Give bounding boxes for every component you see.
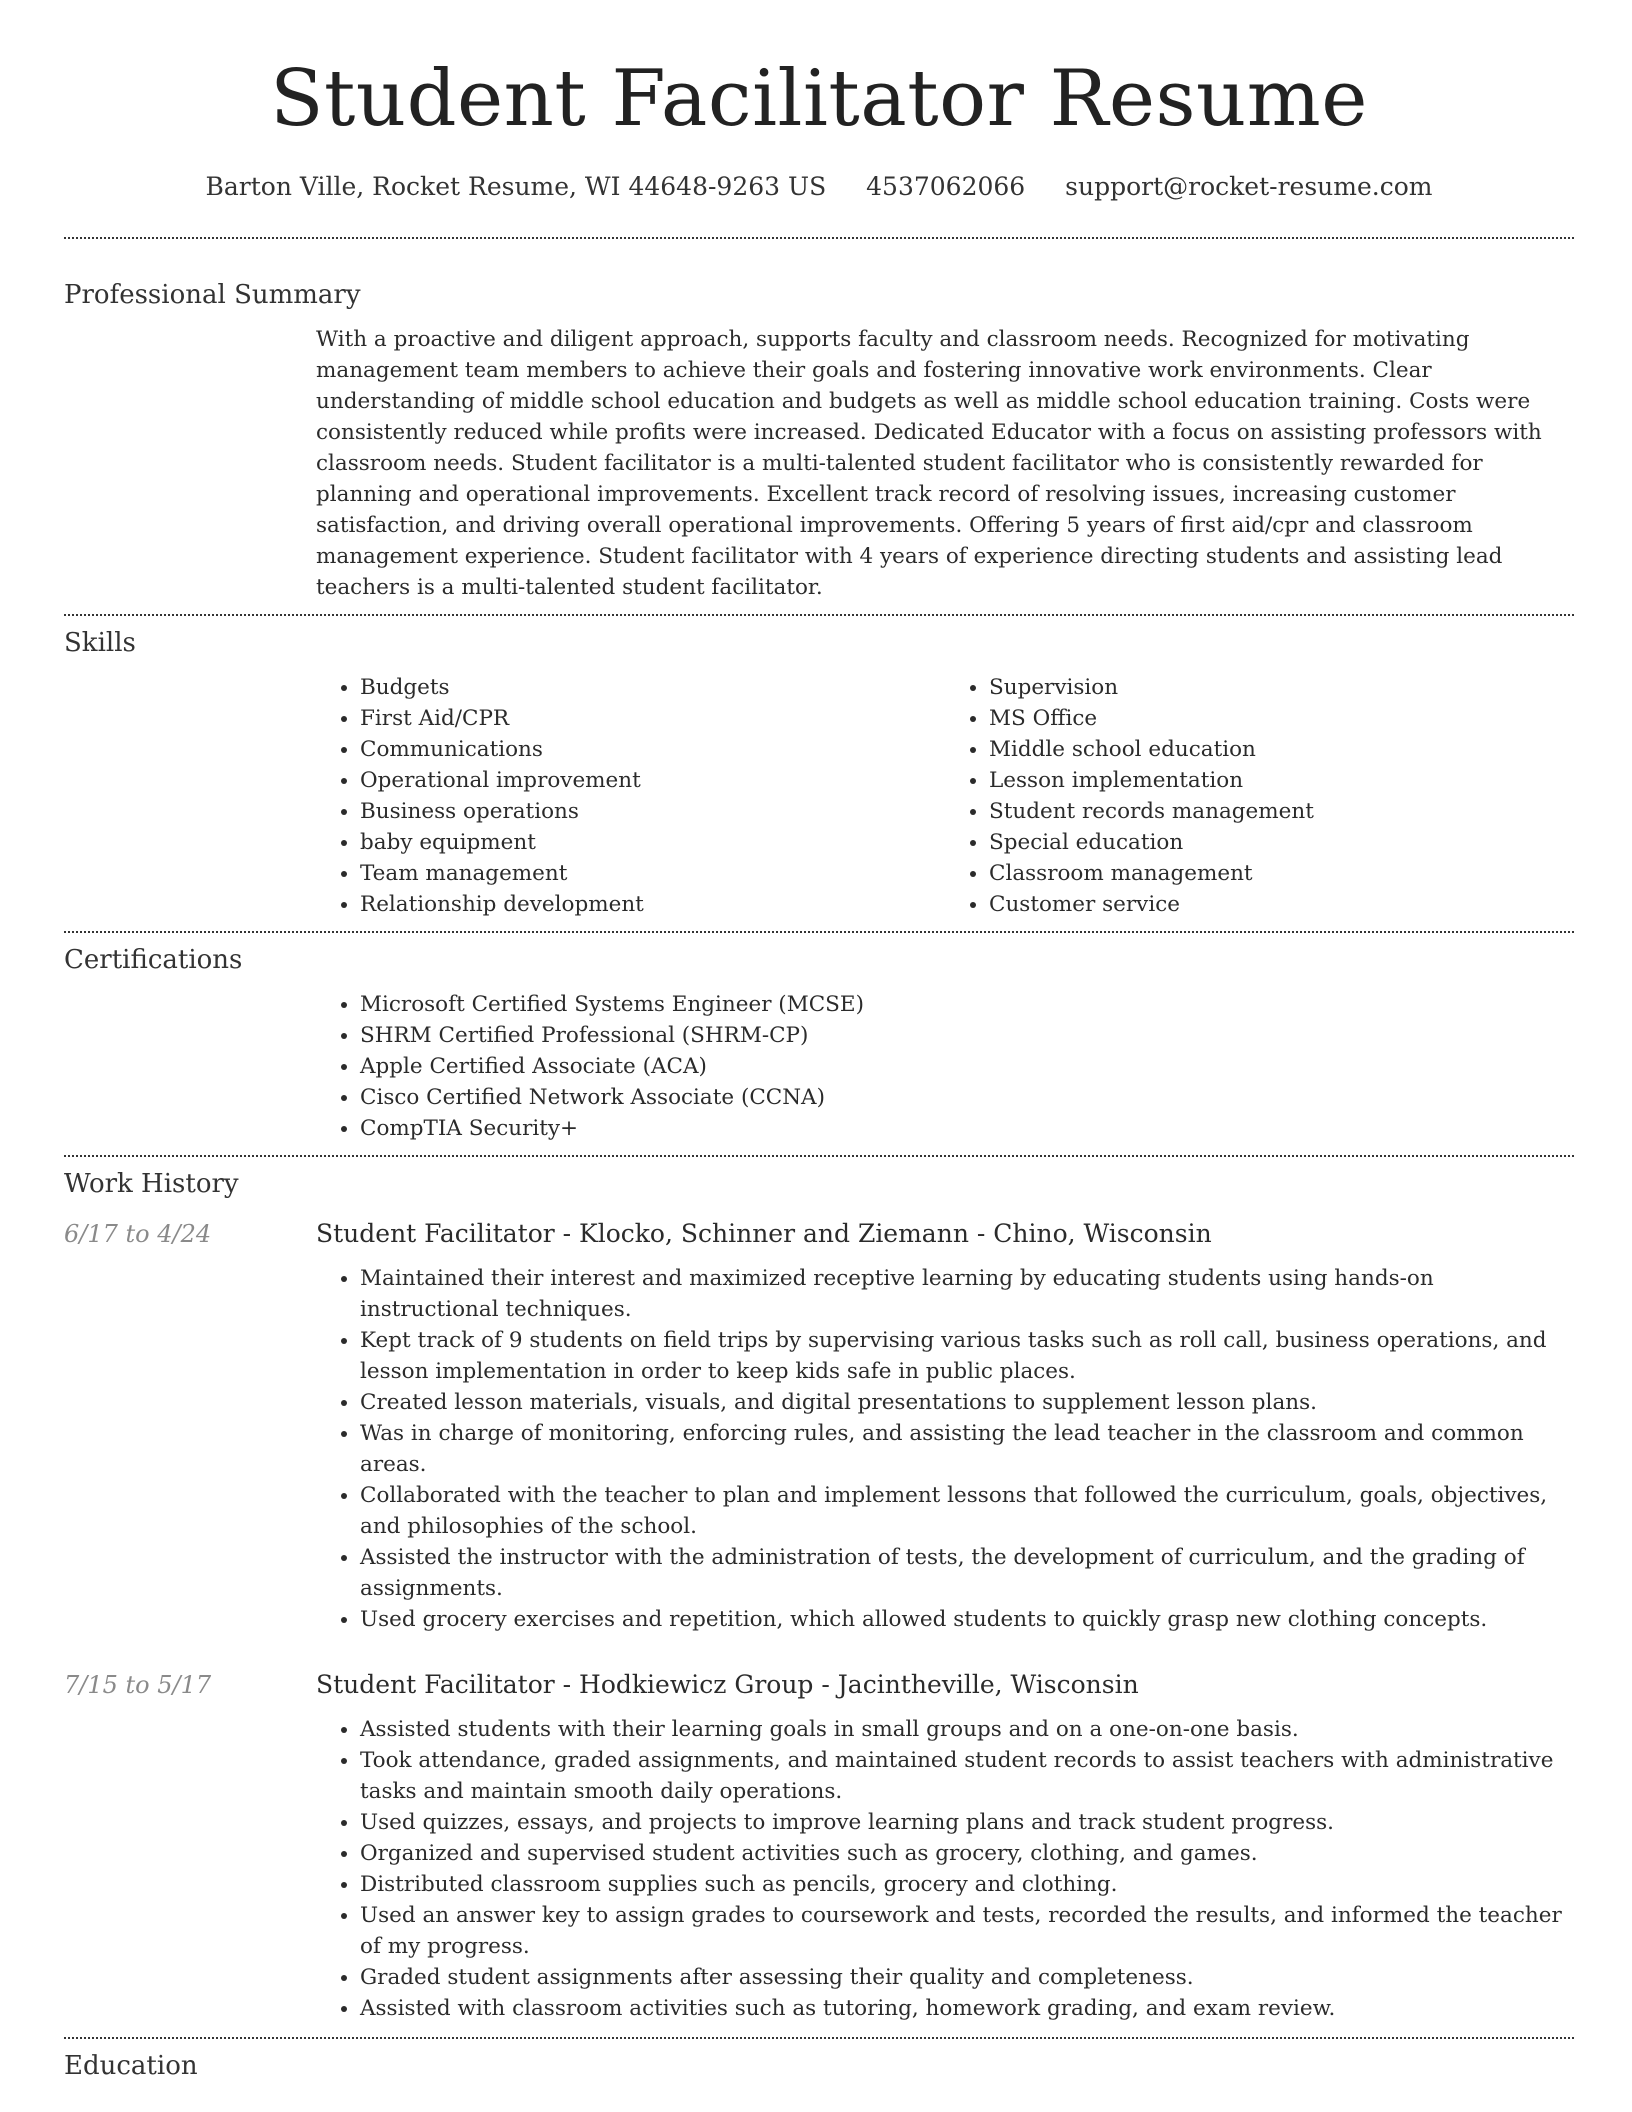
job-bullet: • Created lesson materials, visuals, and digital presentations to supplement lesson plans. [360,1387,1574,1418]
job-dates: 6/17 to 4/24 [64,1220,212,1248]
job-bullet: • Used an answer key to assign grades to coursework and tests, recorded the results, and informed the teacher of my progress. [360,1900,1574,1962]
skill-item: • First Aid/CPR [360,703,945,734]
certification-item: • Microsoft Certified Systems Engineer (MCSE) [360,989,1574,1020]
contact-line [64,172,1574,201]
certification-item: • Cisco Certified Network Associate (CCNA) [360,1082,1574,1113]
divider [64,1155,1574,1157]
certifications-content [316,989,1574,1144]
job-bullets [316,1714,1574,2024]
divider [64,237,1574,239]
certifications-list [316,989,1574,1144]
skill-item: • Special education [989,827,1574,858]
education-section [64,2051,1574,2081]
skills-list-left [316,672,945,920]
skill-item: • Customer service [989,889,1574,920]
skills-list-right [945,672,1574,920]
job-bullet: • Used grocery exercises and repetition, which allowed students to quickly grasp new clothing concepts. [360,1604,1574,1635]
job-bullet: • Collaborated with the teacher to plan and implement lessons that followed the curriculum, goals, objectives, and philosophies of the school. [360,1480,1574,1542]
contact-phone: 4537062066 [866,172,1026,201]
skill-item: • Classroom management [989,858,1574,889]
job-title: Student Facilitator - Hodkiewicz Group - Jacintheville, Wisconsin [316,1670,1139,1699]
job-bullets [316,1263,1574,1635]
job-header [64,1670,1574,1699]
job-bullet: • Took attendance, graded assignments, and maintained student records to assist teachers with administrative tasks and maintain smooth daily operations. [360,1745,1574,1807]
skill-item: • MS Office [989,703,1574,734]
job-bullet: • Kept track of 9 students on field trips by supervising various tasks such as roll call, business operations, and lesson implementation in order to keep kids safe in public places. [360,1325,1574,1387]
job-bullet: • Assisted students with their learning goals in small groups and on a one-on-one basis. [360,1714,1574,1745]
work-history-heading: Work History [64,1169,239,1199]
contact-email: support@rocket-resume.com [1065,172,1433,201]
job-bullet: • Was in charge of monitoring, enforcing rules, and assisting the lead teacher in the classroom and common areas. [360,1418,1574,1480]
summary-section [64,280,1574,603]
work-history-section [64,1169,1574,2024]
job-bullet: • Distributed classroom supplies such as pencils, grocery and clothing. [360,1869,1574,1900]
job-details [316,1714,1574,2024]
job-bullet: • Organized and supervised student activities such as grocery, clothing, and games. [360,1838,1574,1869]
resume-title: Student Facilitator Resume [270,54,1368,144]
skill-item: • Business operations [360,796,945,827]
skill-item: • Middle school education [989,734,1574,765]
certification-item: • SHRM Certified Professional (SHRM-CP) [360,1020,1574,1051]
skill-item: • Lesson implementation [989,765,1574,796]
certifications-section [64,945,1574,1144]
skill-item: • Team management [360,858,945,889]
certification-item: • Apple Certified Associate (ACA) [360,1051,1574,1082]
divider [64,2037,1574,2039]
skill-item: • Student records management [989,796,1574,827]
job-bullet: • Assisted the instructor with the administration of tests, the development of curriculum, and the grading of assignments. [360,1542,1574,1604]
job-entry [64,1219,1574,1635]
skill-item: • Communications [360,734,945,765]
job-details [316,1263,1574,1635]
job-bullet: • Graded student assignments after assessing their quality and completeness. [360,1962,1574,1993]
job-dates: 7/15 to 5/17 [64,1671,212,1699]
job-entry [64,1670,1574,2024]
job-bullet: • Assisted with classroom activities such as tutoring, homework grading, and exam review. [360,1993,1574,2024]
skills-columns [316,672,1574,920]
education-heading: Education [64,2051,198,2081]
job-bullet: • Maintained their interest and maximized receptive learning by educating students using hands-on instructional techniques. [360,1263,1574,1325]
skills-section [64,628,1574,920]
summary-text: With a proactive and diligent approach, supports faculty and classroom needs. Recognized for motivating management team members to achieve their goals and fostering innovative work environments. Clear understanding of middle school education and budgets as well as middle school education training. Costs were consistently reduced while profits were increased. Dedicated Educator with a focus on assisting professors with classroom needs. Student facilitator is a multi-talented student facilitator who is consistently rewarded for planning and operational improvements. Excellent track record of resolving issues, increasing customer satisfaction, and driving overall operational improvements. Offering 5 years of first aid/cpr and classroom management experience. Student facilitator with 4 years of experience directing students and assisting lead teachers is a multi-talented student facilitator. [316,327,1542,600]
skill-item: • Budgets [360,672,945,703]
summary-heading: Professional Summary [64,280,361,310]
job-bullet: • Used quizzes, essays, and projects to improve learning plans and track student progress. [360,1807,1574,1838]
skill-item: • Operational improvement [360,765,945,796]
skill-item: • Relationship development [360,889,945,920]
divider [64,614,1574,616]
job-header [64,1219,1574,1248]
certification-item: • CompTIA Security+ [360,1113,1574,1144]
job-title: Student Facilitator - Klocko, Schinner and Ziemann - Chino, Wisconsin [316,1219,1212,1248]
certifications-heading: Certifications [64,945,243,975]
skills-heading: Skills [64,628,136,658]
divider [64,931,1574,933]
skill-item: • Supervision [989,672,1574,703]
skill-item: • baby equipment [360,827,945,858]
contact-address: Barton Ville, Rocket Resume, WI 44648-9263 US [205,172,827,201]
resume-page [64,0,1574,2081]
